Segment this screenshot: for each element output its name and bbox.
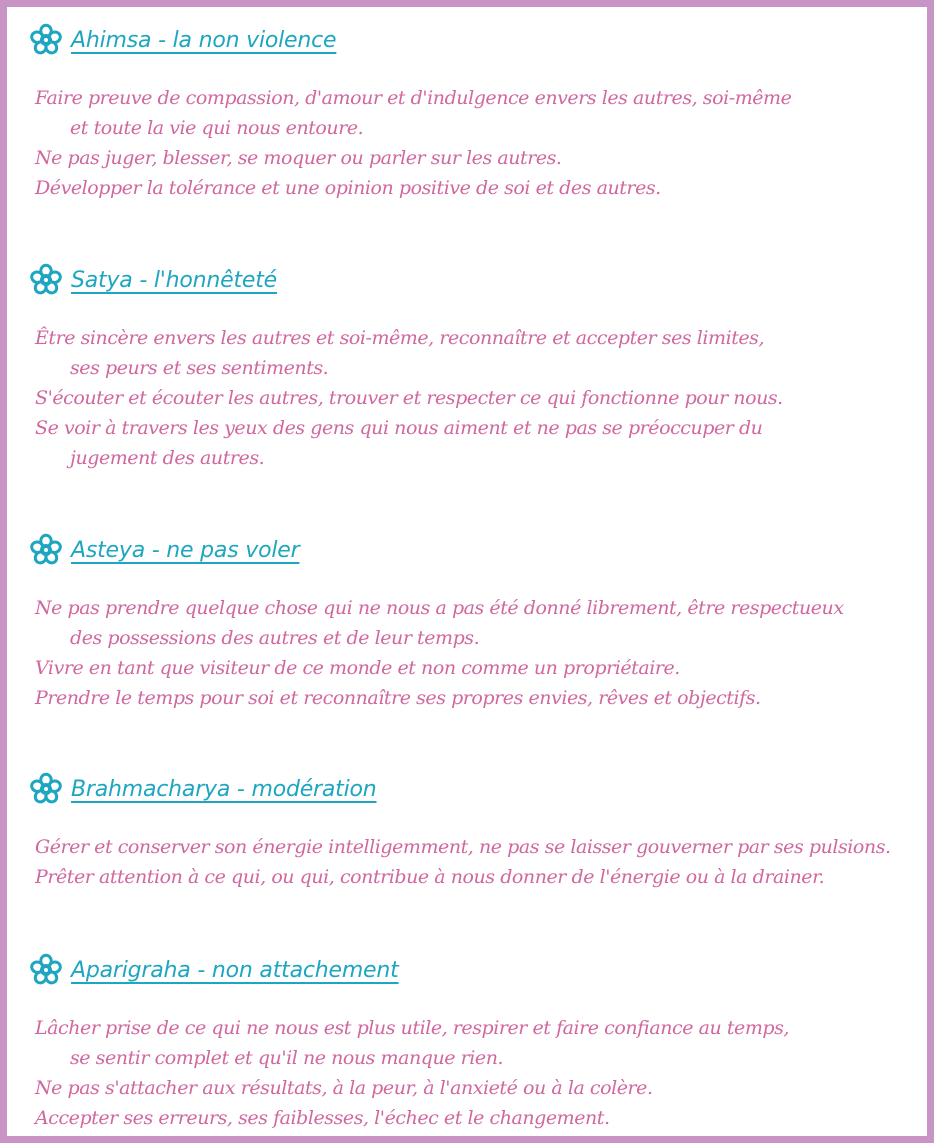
text-line: Gérer et conserver son énergie intelligemment, ne pas se laisser gouverner par ses pulsions. xyxy=(35,836,891,858)
section-brahmacharya xyxy=(29,772,921,892)
section-heading xyxy=(29,953,921,987)
text-line: Lâcher prise de ce qui ne nous est plus utile, respirer et faire confiance au temps, xyxy=(35,1017,789,1039)
section-heading xyxy=(29,772,921,806)
flower-icon xyxy=(29,953,63,987)
text-line: Se voir à travers les yeux des gens qui nous aiment et ne pas se préoccuper du xyxy=(35,417,763,439)
text-line: Vivre en tant que visiteur de ce monde et non comme un propriétaire. xyxy=(35,657,680,679)
text-line: et toute la vie qui nous entoure. xyxy=(70,117,364,139)
section-heading xyxy=(29,263,921,297)
text-line: ses peurs et ses sentiments. xyxy=(70,357,329,379)
text-line: Ne pas juger, blesser, se moquer ou parler sur les autres. xyxy=(35,147,562,169)
section-title: Aparigraha - non attachement xyxy=(71,957,399,983)
section-title: Asteya - ne pas voler xyxy=(71,537,300,563)
text-line: Prêter attention à ce qui, ou qui, contribue à nous donner de l'énergie ou à la drainer. xyxy=(35,866,825,888)
text-line: jugement des autres. xyxy=(70,447,265,469)
section-lines xyxy=(29,323,921,473)
flower-icon xyxy=(29,263,63,297)
flower-icon xyxy=(29,772,63,806)
section-lines xyxy=(29,1013,921,1133)
text-line: des possessions des autres et de leur temps. xyxy=(70,627,480,649)
section-asteya xyxy=(29,533,921,713)
flower-icon xyxy=(29,533,63,567)
text-line: S'écouter et écouter les autres, trouver et respecter ce qui fonctionne pour nous. xyxy=(35,387,783,409)
text-line: Prendre le temps pour soi et reconnaître ses propres envies, rêves et objectifs. xyxy=(35,687,761,709)
section-title: Ahimsa - la non violence xyxy=(71,27,337,53)
text-line: Faire preuve de compassion, d'amour et d'indulgence envers les autres, soi-même xyxy=(35,87,792,109)
section-lines xyxy=(29,593,921,713)
text-line: Développer la tolérance et une opinion positive de soi et des autres. xyxy=(35,177,661,199)
text-line: Accepter ses erreurs, ses faiblesses, l'échec et le changement. xyxy=(35,1107,610,1129)
text-line: Ne pas s'attacher aux résultats, à la peur, à l'anxieté ou à la colère. xyxy=(35,1077,653,1099)
section-heading xyxy=(29,23,921,57)
text-line: Ne pas prendre quelque chose qui ne nous a pas été donné librement, être respectueux xyxy=(35,597,844,619)
text-line: Être sincère envers les autres et soi-même, reconnaître et accepter ses limites, xyxy=(35,327,765,349)
section-lines xyxy=(29,832,921,892)
flower-icon xyxy=(29,23,63,57)
section-lines xyxy=(29,83,921,203)
section-aparigraha xyxy=(29,953,921,1133)
section-title: Satya - l'honnêteté xyxy=(71,267,278,293)
text-line: se sentir complet et qu'il ne nous manque rien. xyxy=(70,1047,504,1069)
section-satya xyxy=(29,263,921,473)
section-heading xyxy=(29,533,921,567)
section-title: Brahmacharya - modération xyxy=(71,776,377,802)
section-ahimsa xyxy=(29,23,921,203)
